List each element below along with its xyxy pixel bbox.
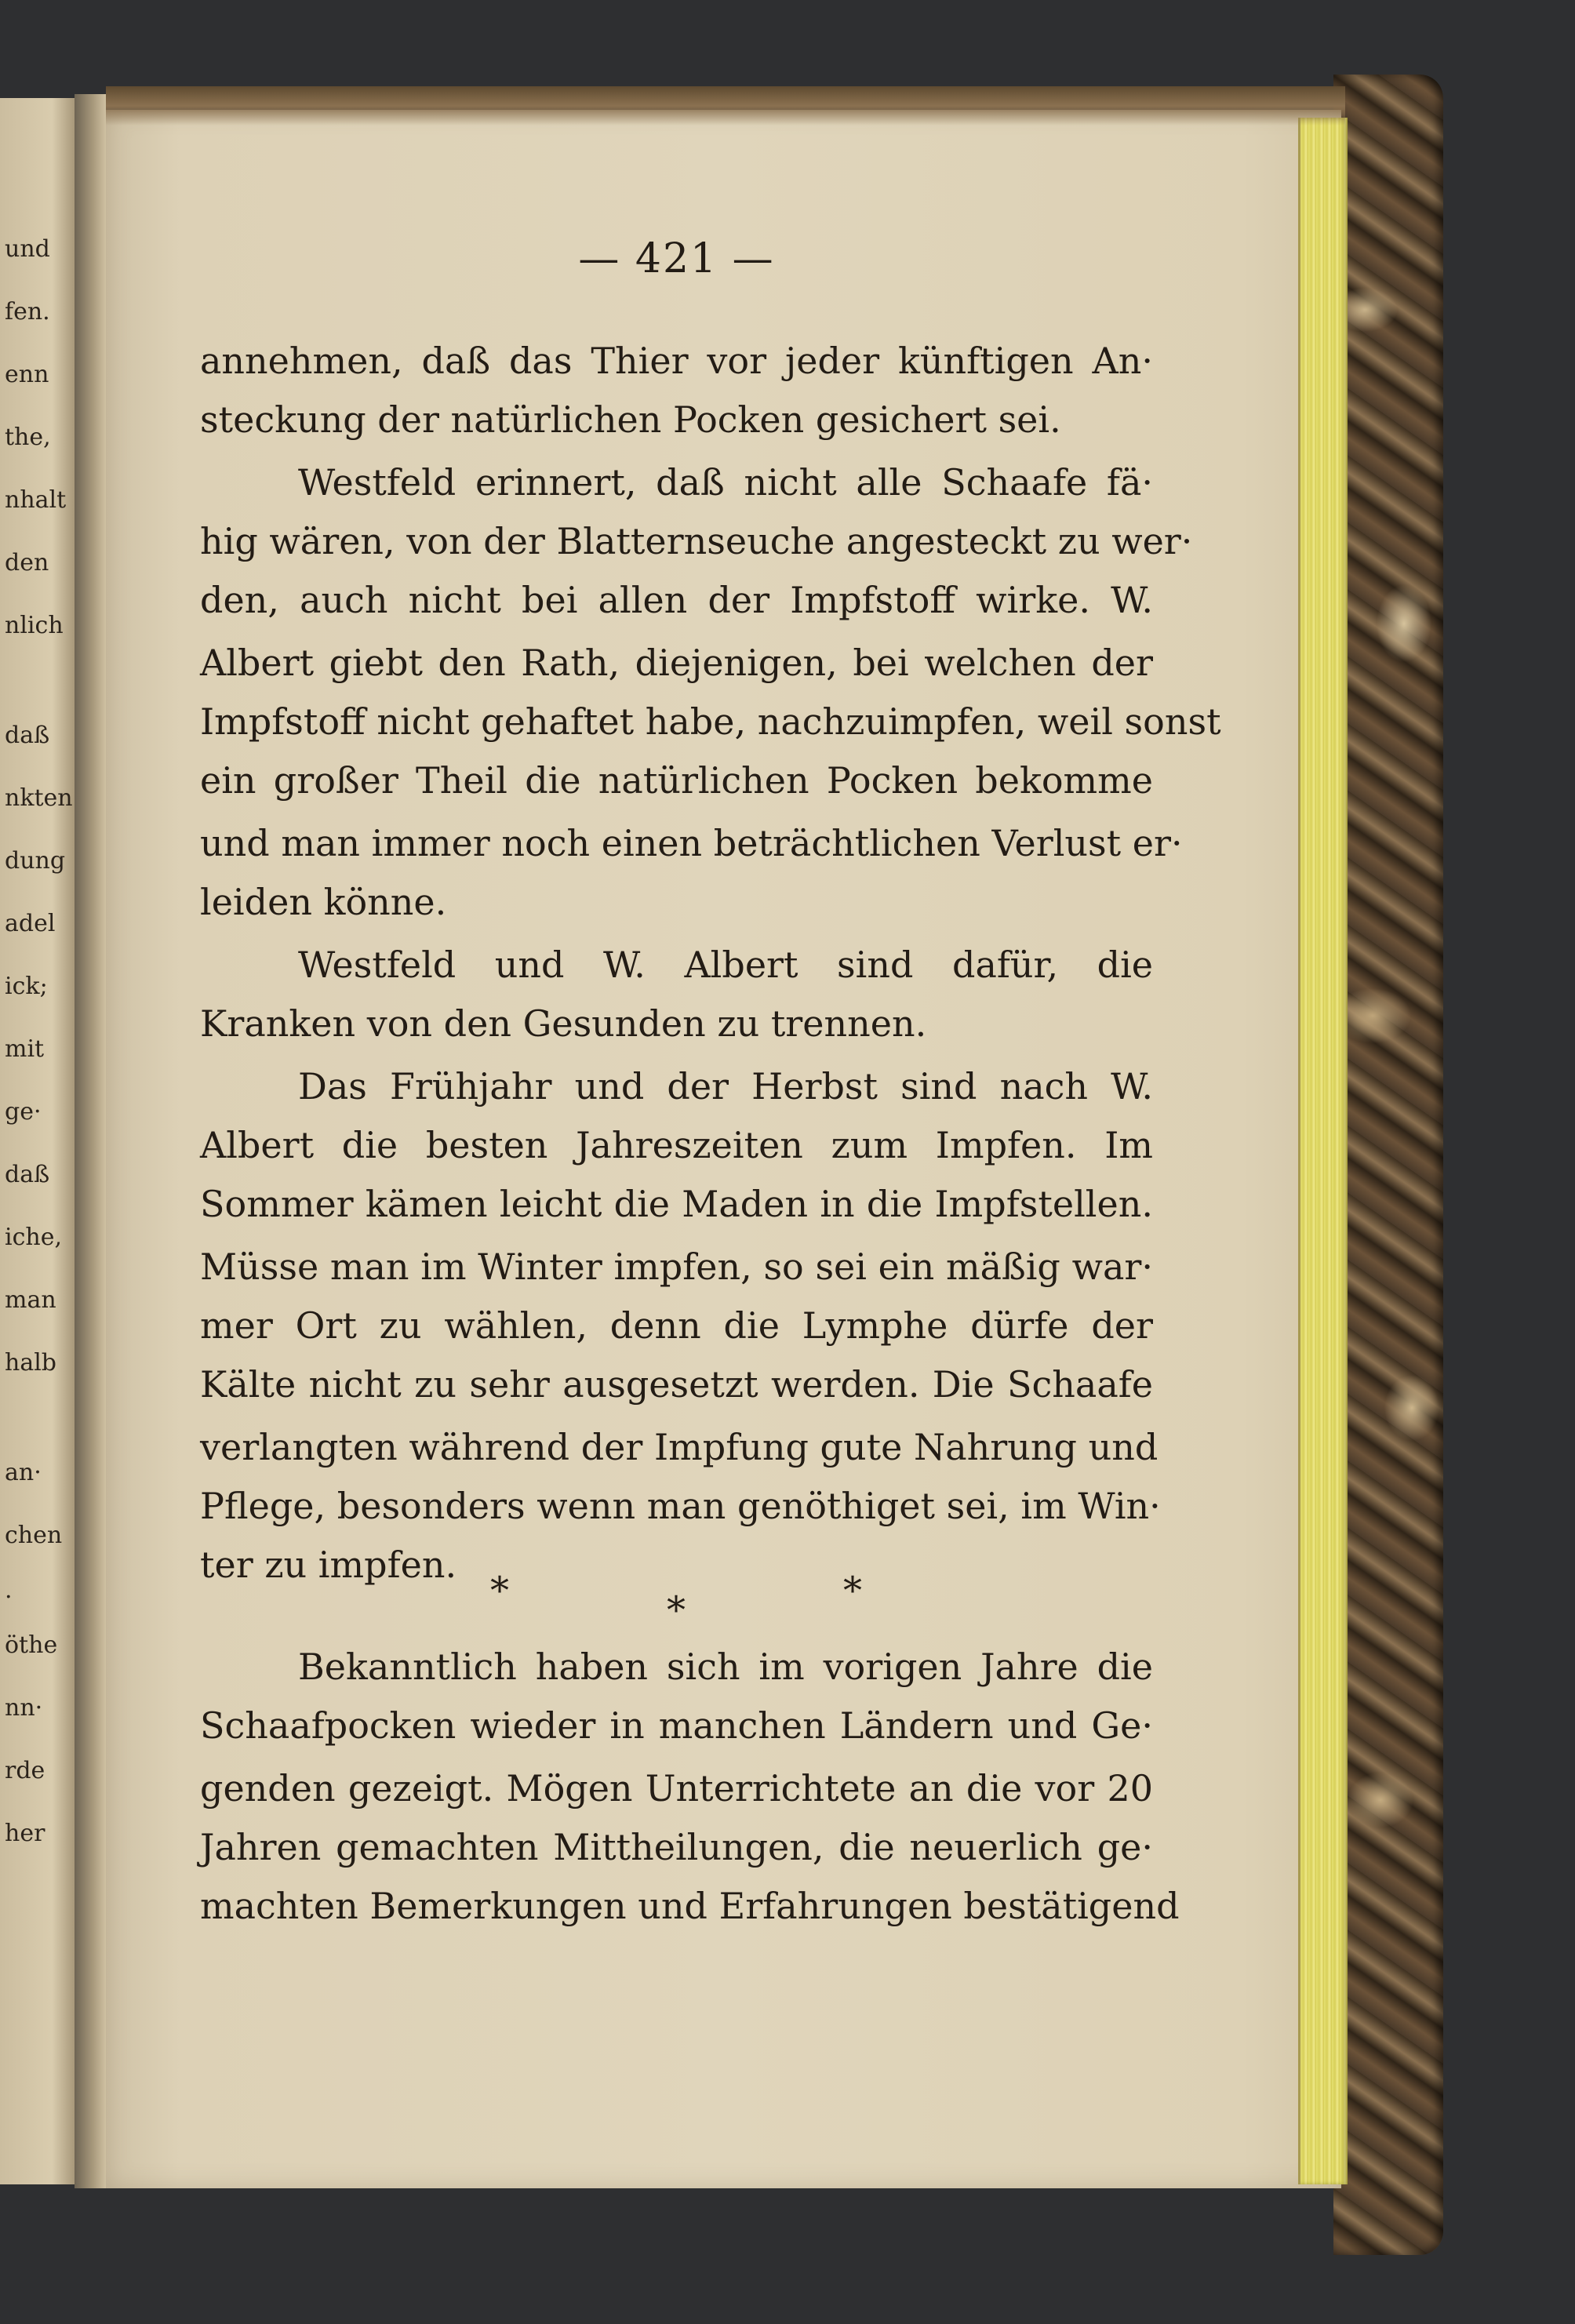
text-line: Albert die besten Jahreszeiten zum Impfen. Im [200, 1124, 1153, 1166]
previous-page-word: the, [5, 424, 51, 451]
text-line: steckung der natürlichen Pocken gesichert sei. [200, 398, 1061, 441]
previous-page-word: nkten [5, 784, 73, 812]
previous-page-word: fen. [5, 298, 50, 326]
previous-page-word: her [5, 1820, 45, 1847]
text-line: Jahren gemachten Mittheilungen, die neuerlich ge· [200, 1826, 1153, 1868]
book-gutter [75, 94, 106, 2188]
previous-page-word: öthe [5, 1631, 58, 1659]
previous-page-word: nn· [5, 1694, 43, 1722]
previous-page-word: daß [5, 722, 50, 749]
previous-page-sliver [0, 98, 75, 2184]
previous-page-word: daß [5, 1161, 50, 1188]
previous-page-word: nlich [5, 612, 64, 639]
text-line: den, auch nicht bei allen der Impfstoff wirke. W. [200, 579, 1153, 621]
text-line: ter zu impfen. [200, 1544, 457, 1586]
page-edges [1298, 118, 1348, 2184]
page-number-header: — 421 — [578, 235, 775, 282]
previous-page-word: dung [5, 847, 66, 875]
text-line: Schaafpocken wieder in manchen Ländern und Ge· [200, 1704, 1153, 1747]
text-line: Westfeld und W. Albert sind dafür, die [298, 944, 1153, 986]
text-line: Das Frühjahr und der Herbst sind nach W. [298, 1065, 1153, 1107]
asterisk: * [490, 1569, 509, 1613]
text-line: Kranken von den Gesunden zu trennen. [200, 1002, 927, 1045]
previous-page-word: den [5, 549, 49, 576]
text-line: mer Ort zu wählen, denn die Lymphe dürfe der [200, 1304, 1153, 1347]
previous-page-word: halb [5, 1349, 57, 1377]
marbled-cover [1333, 75, 1443, 2255]
asterisk: * [667, 1588, 686, 1632]
text-line: Bekanntlich haben sich im vorigen Jahre die [298, 1646, 1153, 1688]
text-line: hig wären, von der Blatternseuche angesteckt zu wer· [200, 520, 1193, 562]
previous-page-word: und [5, 235, 50, 263]
text-line: Sommer kämen leicht die Maden in die Impfstellen. [200, 1183, 1153, 1225]
previous-page-word: chen [5, 1522, 63, 1549]
text-line: annehmen, daß das Thier vor jeder künftigen An· [200, 340, 1153, 382]
previous-page-word: ge· [5, 1098, 42, 1126]
text-line: ein großer Theil die natürlichen Pocken bekomme [200, 759, 1153, 802]
text-line: Impfstoff nicht gehaftet habe, nachzuimpfen, weil sonst [200, 700, 1221, 743]
previous-page-word: an· [5, 1459, 42, 1486]
text-line: machten Bemerkungen und Erfahrungen bestätigend [200, 1885, 1180, 1927]
text-line: leiden könne. [200, 881, 447, 923]
previous-page-word: rde [5, 1757, 45, 1784]
previous-page-word: ick; [5, 973, 48, 1000]
previous-page-word: enn [5, 361, 49, 388]
previous-page-word: iche, [5, 1224, 63, 1251]
section-break [200, 1569, 1153, 1632]
previous-page-word: mit [5, 1035, 45, 1063]
asterisk: * [843, 1569, 862, 1613]
previous-page-word: . [5, 1577, 13, 1604]
text-line: genden gezeigt. Mögen Unterrichtete an die vor 20 [200, 1767, 1153, 1809]
text-line: Müsse man im Winter impfen, so sei ein mäßig war· [200, 1246, 1153, 1288]
text-line: und man immer noch einen beträchtlichen Verlust er· [200, 822, 1183, 864]
text-line: Pflege, besonders wenn man genöthiget sei, im Win· [200, 1485, 1161, 1527]
previous-page-word: man [5, 1286, 56, 1314]
text-line: Westfeld erinnert, daß nicht alle Schaafe fä· [298, 461, 1153, 504]
top-edge-shadow [106, 86, 1345, 125]
previous-page-fragments [0, 98, 75, 2184]
text-line: Albert giebt den Rath, diejenigen, bei welchen der [200, 642, 1153, 684]
text-line: verlangten während der Impfung gute Nahrung und [200, 1426, 1159, 1468]
previous-page-word: nhalt [5, 486, 67, 514]
previous-page-word: adel [5, 910, 56, 937]
text-line: Kälte nicht zu sehr ausgesetzt werden. Die Schaafe [200, 1363, 1153, 1406]
